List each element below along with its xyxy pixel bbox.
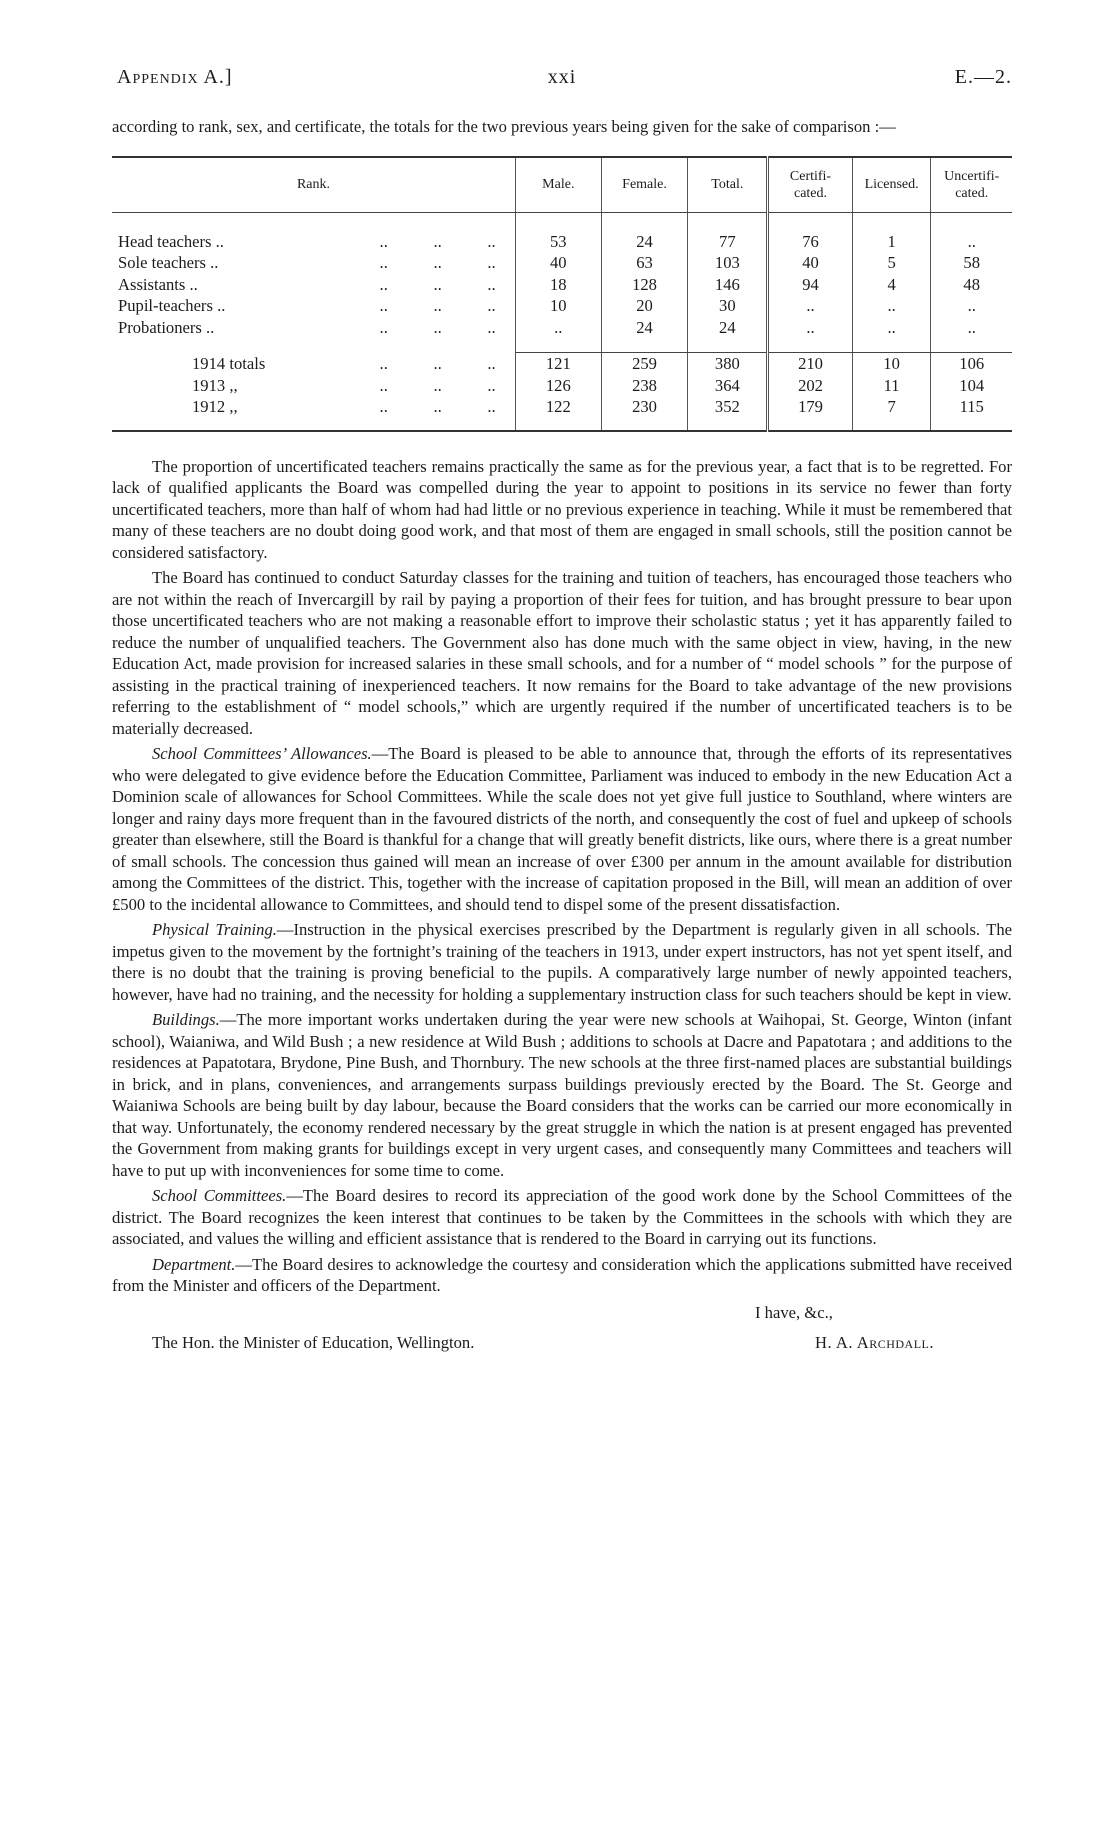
totals-row: [112, 375, 1012, 397]
teachers-table: [112, 156, 1012, 432]
cell-total: 146: [688, 274, 768, 296]
cell-total: 103: [688, 252, 768, 274]
closing-signature: H. A. Archdall.: [815, 1332, 935, 1352]
paragraph-department: [112, 1254, 1012, 1297]
paragraph-allowances: [112, 743, 1012, 915]
header-appendix: Appendix A.]: [117, 66, 233, 88]
row-label: 1913 ,,: [192, 375, 238, 395]
cell-certificated: 94: [768, 274, 852, 296]
paragraph-text: —The Board desires to acknowledge the courtesy and consideration which the applications submitted have received from the Minister and officers of the Department.: [112, 1254, 1012, 1295]
cell-certificated: ..: [768, 295, 852, 317]
header-page-number: xxi: [547, 66, 577, 88]
cell-certificated: 179: [768, 396, 852, 418]
row-label: Sole teachers ..: [118, 253, 219, 272]
paragraph-text: —The Board desires to record its appreciation of the good work done by the School Committees of the district. The Board recognizes the keen interest that continues to be taken by the Committees in the schools with which they are associated, and values the willing and efficient assistance that is rendered to the Board in carrying out its functions.: [112, 1186, 1012, 1248]
table-row: [112, 274, 1012, 296]
row-label: 1914 totals: [192, 353, 266, 373]
paragraph-heading: Buildings.: [152, 1010, 220, 1029]
cell-uncertificated: ..: [931, 317, 1012, 339]
cell-male: 53: [515, 231, 601, 253]
cell-certificated: 210: [768, 353, 852, 375]
cell-male: 10: [515, 295, 601, 317]
col-header-female: Female.: [601, 157, 688, 213]
row-label: Probationers ..: [118, 317, 215, 337]
cell-male: 122: [515, 396, 601, 418]
paragraph-buildings: [112, 1009, 1012, 1181]
paragraph-text: —The more important works undertaken during the year were new schools at Waihopai, St. George, Winton (infant school), Waianiwa, and Wild Bush ; a new residence at Wild Bush ; additions to schools at Dacre and Papatotara ; and additions to the residences at Papatotara, Brydone, Pine Bush, and Thornbury. The new schools at the three first-named places are substantial buildings in brick, and in plans, conveniences, and arrangements surpass buildings previously erected by the Board. The St. George and Waianiwa Schools are being built by day labour, because the Board considers that the works can be carried our more economically in that way. Unfortunately, the economy rendered necessary by the great struggle in which the nation is at present engaged has prevented the Government from making grants for buildings except in very urgent cases, and consequently many Committees and teachers will have to put up with inconveniences for some time to come.: [112, 1010, 1012, 1180]
paragraph-heading: School Committees’ Allowances.: [152, 744, 372, 763]
letter-closing: [112, 1303, 1012, 1369]
table-header-row: [112, 157, 1012, 213]
paragraph-text: The Board has continued to conduct Saturday classes for the training and tuition of teachers, has encouraged those teachers who are not within the reach of Invercargill by rail by paying a proportion of their fees for tuition, and has brought pressure to bear upon those uncertificated teachers who are not making a reasonable effort to improve their scholastic status ; yet it has apparently failed to reduce the number of unqualified teachers. The Government also has done much with the same object in view, having, in the new Education Act, made provision for increased salaries in these small schools, and for a number of “ model schools ” for the purpose of assisting in the practical training of inexperienced teachers. It now remains for the Board to take advantage of the new provisions referring to the establishment of “ model schools,” which are urgently required if the number of uncertificated teachers is to be materially decreased.: [112, 568, 1012, 738]
cell-male: 40: [515, 252, 601, 274]
cell-uncertificated: ..: [931, 231, 1012, 253]
cell-uncertificated: 106: [931, 353, 1012, 375]
row-dots: .. .. ..: [379, 397, 496, 416]
cell-female: 259: [601, 353, 688, 375]
row-dots: .. .. ..: [379, 353, 496, 373]
header-document-code: E.—2.: [954, 66, 1012, 88]
paragraph-text: —Instruction in the physical exercises prescribed by the Department is regularly given in all schools. The impetus given to the movement by the fortnight’s training of the teachers in 1913, under expert instructors, has not yet spent itself, and there is no doubt that the training is proving beneficial to the pupils. A comparatively large number of newly appointed teachers, however, have had no training, and the necessity for holding a supplementary instruction class for such teachers should be kept in view.: [112, 920, 1012, 1004]
cell-licensed: 10: [852, 353, 931, 375]
cell-licensed: 4: [852, 274, 931, 296]
col-header-licensed: Licensed.: [852, 157, 931, 213]
col-header-male: Male.: [515, 157, 601, 213]
totals-row: [112, 396, 1012, 418]
cell-certificated: ..: [768, 317, 852, 339]
col-header-certificated: Certifi- cated.: [768, 157, 852, 213]
cell-total: 24: [688, 317, 768, 339]
intro-text: according to rank, sex, and certificate, the totals for the two previous years being given for the sake of comparison :—: [112, 117, 896, 136]
paragraph-heading: Department.: [152, 1254, 236, 1274]
row-dots: .. .. ..: [379, 317, 496, 337]
paragraph-heading: School Committees.: [152, 1186, 287, 1205]
paragraph-school-committees: [112, 1185, 1012, 1250]
cell-male: ..: [515, 317, 601, 339]
col-header-uncertificated: Uncertifi- cated.: [931, 157, 1012, 213]
row-label: Pupil-teachers ..: [118, 296, 226, 315]
cell-total: 380: [688, 353, 768, 375]
cell-male: 121: [515, 353, 601, 375]
cell-licensed: ..: [852, 317, 931, 339]
body-text: [112, 456, 1012, 1297]
cell-female: 20: [601, 295, 688, 317]
cell-licensed: 11: [852, 375, 931, 397]
cell-female: 24: [601, 317, 688, 339]
paragraph-training: [112, 567, 1012, 739]
cell-female: 238: [601, 375, 688, 397]
col-header-total: Total.: [688, 157, 768, 213]
paragraph-text: —The Board is pleased to be able to announce that, through the efforts of its representatives who were delegated to give evidence before the Education Committee, Parliament was induced to embody in the new Education Act a Dominion scale of allowances for School Committees. While the scale does not yet give full justice to Southland, where winters are longer and rainy days more frequent than in the favoured districts of the north, and consequently the cost of fuel and upkeep of schools greater than elsewhere, still the Board is thankful for a change that will greatly benefit districts, like ours, where there is a great number of small schools. The concession thus gained will mean an increase of over £300 per annum in the amount available for distribution among the Committees of the district. This, together with the increase of capitation proposed in the Bill, will mean an addition of over £500 to the incidental allowance to Committees, and should tend to dispel some of the present dissatisfaction.: [112, 744, 1012, 914]
cell-uncertificated: 58: [931, 252, 1012, 274]
totals-row: [112, 353, 1012, 375]
cell-female: 128: [601, 274, 688, 296]
row-label: 1912 ,,: [192, 397, 238, 416]
cell-male: 18: [515, 274, 601, 296]
cell-uncertificated: ..: [931, 295, 1012, 317]
cell-licensed: 1: [852, 231, 931, 253]
row-dots: .. .. ..: [379, 296, 496, 315]
document-page: [112, 62, 1012, 1369]
table-row: [112, 252, 1012, 274]
table-row: [112, 317, 1012, 339]
cell-total: 352: [688, 396, 768, 418]
cell-certificated: 76: [768, 231, 852, 253]
table-row: [112, 295, 1012, 317]
cell-uncertificated: 104: [931, 375, 1012, 397]
cell-uncertificated: 115: [931, 396, 1012, 418]
row-label: Assistants ..: [118, 274, 198, 294]
closing-addressee: The Hon. the Minister of Education, Wellington.: [152, 1332, 475, 1352]
paragraph-heading: Physical Training.: [152, 920, 277, 939]
cell-female: 63: [601, 252, 688, 274]
cell-licensed: 5: [852, 252, 931, 274]
cell-total: 77: [688, 231, 768, 253]
cell-total: 364: [688, 375, 768, 397]
row-label: Head teachers ..: [118, 231, 224, 251]
cell-male: 126: [515, 375, 601, 397]
running-header: [112, 62, 1012, 92]
cell-certificated: 40: [768, 252, 852, 274]
col-header-rank: Rank.: [112, 157, 515, 213]
cell-total: 30: [688, 295, 768, 317]
row-dots: .. .. ..: [379, 253, 496, 272]
cell-certificated: 202: [768, 375, 852, 397]
paragraph-uncertificated: [112, 456, 1012, 564]
row-dots: .. .. ..: [379, 375, 496, 395]
cell-uncertificated: 48: [931, 274, 1012, 296]
paragraph-physical-training: [112, 919, 1012, 1005]
row-dots: .. .. ..: [379, 274, 496, 294]
cell-female: 230: [601, 396, 688, 418]
row-dots: .. .. ..: [379, 231, 496, 251]
cell-licensed: 7: [852, 396, 931, 418]
closing-salutation: I have, &c.,: [755, 1302, 833, 1322]
paragraph-text: The proportion of uncertificated teachers remains practically the same as for the previous year, a fact that is to be regretted. For lack of qualified applicants the Board was compelled during the year to appoint to positions in its service no fewer than forty uncertificated teachers, more than half of whom had had little or no previous experience in teaching. While it must be remembered that many of these teachers are no doubt doing good work, and that most of them are engaged in small schools, still the position cannot be considered satisfactory.: [112, 456, 1012, 562]
cell-female: 24: [601, 231, 688, 253]
table-row: [112, 231, 1012, 253]
cell-licensed: ..: [852, 295, 931, 317]
